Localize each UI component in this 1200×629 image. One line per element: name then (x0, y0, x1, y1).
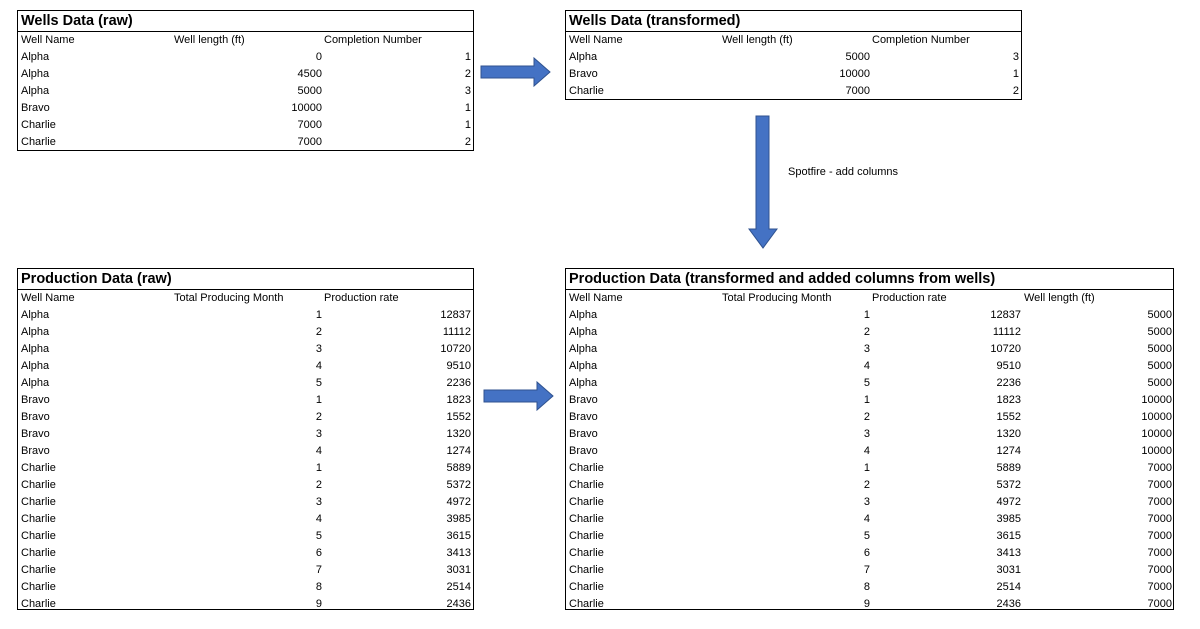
cell-col-3: 3985 (996, 513, 1021, 525)
cell-well-name: Alpha (21, 360, 50, 372)
cell-col-3: 2436 (996, 598, 1021, 610)
cell-col-2: 1 (315, 462, 322, 474)
cell-well-name: Alpha (21, 309, 50, 321)
cell-col-2: 5 (315, 530, 322, 542)
cell-col-2: 8 (863, 581, 870, 593)
table-row (566, 307, 1173, 324)
cell-col-3: 11112 (442, 326, 471, 338)
cell-col-2: 9 (315, 598, 322, 610)
cell-col-2: 4 (863, 513, 870, 525)
cell-col-3: 1274 (996, 445, 1021, 457)
cell-col-2: 7 (863, 564, 870, 576)
cell-col-2: 2 (315, 479, 322, 491)
production-raw-table (17, 268, 474, 610)
table-row (18, 545, 473, 562)
cell-col-3: 12837 (440, 309, 471, 321)
cell-col-2: 0 (315, 51, 322, 63)
cell-well-name: Bravo (21, 411, 50, 423)
header-row (18, 290, 473, 307)
cell-col-2: 5 (863, 377, 870, 389)
cell-col-2: 2 (315, 326, 322, 338)
cell-col-4: 7000 (1147, 479, 1172, 491)
table-row (566, 358, 1173, 375)
table-row (18, 443, 473, 460)
table-row (18, 528, 473, 545)
cell-col-2: 2 (863, 411, 870, 423)
table-row (566, 460, 1173, 477)
cell-col-3: 12837 (990, 309, 1021, 321)
wells-raw-title: Wells Data (raw) (18, 11, 473, 32)
cell-col-3: 2436 (446, 598, 471, 610)
cell-well-name: Bravo (569, 394, 598, 406)
cell-col-4: 7000 (1147, 496, 1172, 508)
cell-well-name: Charlie (569, 513, 604, 525)
column-header: Completion Number (872, 34, 970, 46)
cell-well-name: Charlie (569, 479, 604, 491)
table-row (566, 324, 1173, 341)
table-row (566, 83, 1021, 100)
cell-col-3: 3413 (446, 547, 471, 559)
table-row (18, 579, 473, 596)
cell-col-3: 1320 (996, 428, 1021, 440)
column-header: Well Name (21, 34, 75, 46)
cell-well-name: Charlie (21, 530, 56, 542)
cell-well-name: Charlie (569, 530, 604, 542)
table-row (566, 426, 1173, 443)
cell-col-4: 5000 (1147, 326, 1172, 338)
cell-well-name: Charlie (21, 119, 56, 131)
table-row (566, 528, 1173, 545)
cell-col-4: 7000 (1147, 547, 1172, 559)
cell-well-name: Charlie (569, 598, 604, 610)
column-header: Well Name (569, 292, 623, 304)
production-transformed-title: Production Data (transformed and added columns from wells) (566, 269, 1173, 290)
column-header: Production rate (872, 292, 947, 304)
header-row (18, 32, 473, 49)
cell-col-2: 5 (863, 530, 870, 542)
arrow-right-icon (480, 57, 552, 87)
cell-well-name: Alpha (569, 360, 598, 372)
cell-col-3: 3031 (446, 564, 471, 576)
cell-well-name: Alpha (569, 377, 598, 389)
cell-well-name: Charlie (569, 547, 604, 559)
cell-col-3: 4972 (446, 496, 471, 508)
table-row (18, 494, 473, 511)
cell-col-3: 3985 (446, 513, 471, 525)
spotfire-add-columns-label: Spotfire - add columns (788, 166, 899, 178)
column-header: Production rate (324, 292, 399, 304)
cell-well-name: Alpha (21, 51, 50, 63)
cell-col-2: 5000 (845, 51, 870, 63)
cell-col-3: 3615 (446, 530, 471, 542)
table-row (18, 100, 473, 117)
column-header: Total Producing Month (722, 292, 832, 304)
table-row (566, 409, 1173, 426)
cell-col-2: 4 (315, 360, 322, 372)
cell-col-2: 8 (315, 581, 322, 593)
cell-col-3: 3 (1012, 51, 1019, 63)
cell-col-4: 7000 (1147, 530, 1172, 542)
cell-col-2: 10000 (839, 68, 870, 80)
cell-col-3: 5889 (996, 462, 1021, 474)
table-row (18, 426, 473, 443)
table-row (566, 49, 1021, 66)
cell-well-name: Alpha (21, 343, 50, 355)
cell-col-3: 10720 (990, 343, 1021, 355)
cell-col-2: 4 (863, 445, 870, 457)
table-row (18, 477, 473, 494)
cell-col-3: 1552 (446, 411, 471, 423)
table-row (18, 134, 473, 151)
cell-col-2: 3 (315, 496, 322, 508)
table-row (566, 494, 1173, 511)
table-row (18, 49, 473, 66)
cell-well-name: Bravo (569, 445, 598, 457)
cell-well-name: Charlie (569, 462, 604, 474)
table-row (566, 443, 1173, 460)
cell-col-4: 10000 (1141, 394, 1172, 406)
cell-well-name: Alpha (21, 85, 50, 97)
cell-well-name: Charlie (21, 479, 56, 491)
column-header: Total Producing Month (174, 292, 284, 304)
column-header: Well Name (569, 34, 623, 46)
cell-col-3: 9510 (446, 360, 471, 372)
cell-col-3: 1320 (446, 428, 471, 440)
cell-col-2: 1 (863, 462, 870, 474)
cell-col-2: 1 (863, 394, 870, 406)
cell-col-3: 2514 (996, 581, 1021, 593)
table-row (566, 562, 1173, 579)
cell-col-2: 3 (863, 343, 870, 355)
cell-col-4: 7000 (1147, 462, 1172, 474)
cell-col-3: 1 (464, 51, 471, 63)
cell-col-3: 2236 (996, 377, 1021, 389)
cell-col-2: 7000 (297, 136, 322, 148)
table-row (18, 375, 473, 392)
cell-col-2: 10000 (291, 102, 322, 114)
cell-well-name: Alpha (569, 326, 598, 338)
cell-col-4: 10000 (1141, 445, 1172, 457)
cell-col-4: 5000 (1147, 309, 1172, 321)
table-row (18, 409, 473, 426)
cell-well-name: Charlie (21, 513, 56, 525)
cell-well-name: Bravo (569, 428, 598, 440)
cell-well-name: Alpha (21, 377, 50, 389)
table-row (18, 358, 473, 375)
cell-col-2: 4 (315, 445, 322, 457)
cell-col-2: 3 (315, 428, 322, 440)
cell-col-3: 2 (1012, 85, 1019, 97)
cell-col-3: 2 (464, 68, 471, 80)
cell-col-4: 10000 (1141, 411, 1172, 423)
cell-well-name: Alpha (569, 343, 598, 355)
table-row (566, 579, 1173, 596)
cell-col-4: 5000 (1147, 343, 1172, 355)
wells-raw-body (18, 32, 473, 151)
cell-well-name: Charlie (21, 547, 56, 559)
cell-col-3: 11112 (992, 326, 1021, 338)
cell-well-name: Charlie (21, 564, 56, 576)
cell-well-name: Charlie (569, 85, 604, 97)
cell-col-4: 7000 (1147, 598, 1172, 610)
cell-col-2: 2 (315, 411, 322, 423)
cell-col-4: 7000 (1147, 581, 1172, 593)
cell-col-2: 2 (863, 326, 870, 338)
column-header: Completion Number (324, 34, 422, 46)
cell-well-name: Charlie (21, 598, 56, 610)
cell-col-3: 1552 (996, 411, 1021, 423)
table-row (18, 596, 473, 613)
cell-well-name: Bravo (21, 394, 50, 406)
cell-col-4: 7000 (1147, 513, 1172, 525)
column-header: Well length (ft) (722, 34, 793, 46)
arrow-right-icon (483, 381, 555, 411)
cell-col-2: 1 (315, 394, 322, 406)
cell-col-3: 5372 (446, 479, 471, 491)
production-raw-body (18, 290, 473, 613)
cell-col-3: 1 (464, 102, 471, 114)
cell-well-name: Charlie (569, 496, 604, 508)
table-row (18, 341, 473, 358)
cell-col-3: 1823 (446, 394, 471, 406)
cell-col-3: 3615 (996, 530, 1021, 542)
table-row (18, 117, 473, 134)
cell-col-3: 1274 (446, 445, 471, 457)
cell-col-2: 4 (863, 360, 870, 372)
cell-col-2: 4 (315, 513, 322, 525)
cell-well-name: Bravo (569, 68, 598, 80)
table-row (566, 375, 1173, 392)
column-header: Well length (ft) (174, 34, 245, 46)
cell-col-3: 10720 (440, 343, 471, 355)
cell-well-name: Charlie (569, 564, 604, 576)
cell-col-3: 2236 (446, 377, 471, 389)
wells-transformed-table (565, 10, 1022, 100)
production-transformed-table (565, 268, 1174, 610)
table-row (566, 511, 1173, 528)
cell-col-3: 1823 (996, 394, 1021, 406)
table-row (18, 83, 473, 100)
cell-col-2: 2 (863, 479, 870, 491)
table-row (18, 562, 473, 579)
table-row (18, 66, 473, 83)
arrow-down-icon (748, 115, 778, 249)
cell-col-3: 4972 (996, 496, 1021, 508)
cell-well-name: Charlie (21, 581, 56, 593)
table-row (18, 307, 473, 324)
cell-col-3: 2 (464, 136, 471, 148)
cell-col-2: 5 (315, 377, 322, 389)
cell-well-name: Bravo (21, 102, 50, 114)
table-row (566, 341, 1173, 358)
cell-col-2: 3 (863, 428, 870, 440)
cell-col-4: 7000 (1147, 564, 1172, 576)
cell-col-4: 5000 (1147, 377, 1172, 389)
table-row (18, 511, 473, 528)
wells-transformed-title: Wells Data (transformed) (566, 11, 1021, 32)
cell-col-3: 3031 (996, 564, 1021, 576)
cell-col-4: 10000 (1141, 428, 1172, 440)
production-raw-title: Production Data (raw) (18, 269, 473, 290)
table-row (566, 66, 1021, 83)
wells-transformed-body (566, 32, 1021, 100)
cell-col-2: 1 (863, 309, 870, 321)
table-row (566, 545, 1173, 562)
cell-col-2: 7000 (845, 85, 870, 97)
cell-col-2: 7000 (297, 119, 322, 131)
cell-well-name: Alpha (21, 326, 50, 338)
column-header: Well Name (21, 292, 75, 304)
cell-col-3: 2514 (446, 581, 471, 593)
cell-col-2: 6 (315, 547, 322, 559)
cell-well-name: Charlie (21, 496, 56, 508)
production-transformed-body (566, 290, 1173, 613)
cell-col-3: 5889 (446, 462, 471, 474)
table-row (18, 460, 473, 477)
table-row (566, 477, 1173, 494)
cell-well-name: Charlie (21, 136, 56, 148)
cell-col-2: 9 (863, 598, 870, 610)
header-row (566, 290, 1173, 307)
cell-well-name: Charlie (21, 462, 56, 474)
wells-raw-table (17, 10, 474, 151)
cell-col-3: 3413 (996, 547, 1021, 559)
cell-col-2: 7 (315, 564, 322, 576)
cell-col-3: 5372 (996, 479, 1021, 491)
cell-col-3: 3 (464, 85, 471, 97)
table-row (18, 324, 473, 341)
cell-col-2: 6 (863, 547, 870, 559)
cell-well-name: Charlie (569, 581, 604, 593)
cell-col-3: 1 (464, 119, 471, 131)
table-row (566, 392, 1173, 409)
cell-col-2: 3 (315, 343, 322, 355)
cell-col-2: 4500 (297, 68, 322, 80)
cell-well-name: Alpha (21, 68, 50, 80)
table-row (566, 596, 1173, 613)
cell-well-name: Bravo (21, 445, 50, 457)
cell-col-2: 1 (315, 309, 322, 321)
cell-col-2: 5000 (297, 85, 322, 97)
cell-well-name: Bravo (569, 411, 598, 423)
cell-well-name: Alpha (569, 309, 598, 321)
cell-col-4: 5000 (1147, 360, 1172, 372)
table-row (18, 392, 473, 409)
cell-well-name: Bravo (21, 428, 50, 440)
column-header: Well length (ft) (1024, 292, 1095, 304)
cell-well-name: Alpha (569, 51, 598, 63)
header-row (566, 32, 1021, 49)
cell-col-2: 3 (863, 496, 870, 508)
cell-col-3: 1 (1012, 68, 1019, 80)
cell-col-3: 9510 (996, 360, 1021, 372)
